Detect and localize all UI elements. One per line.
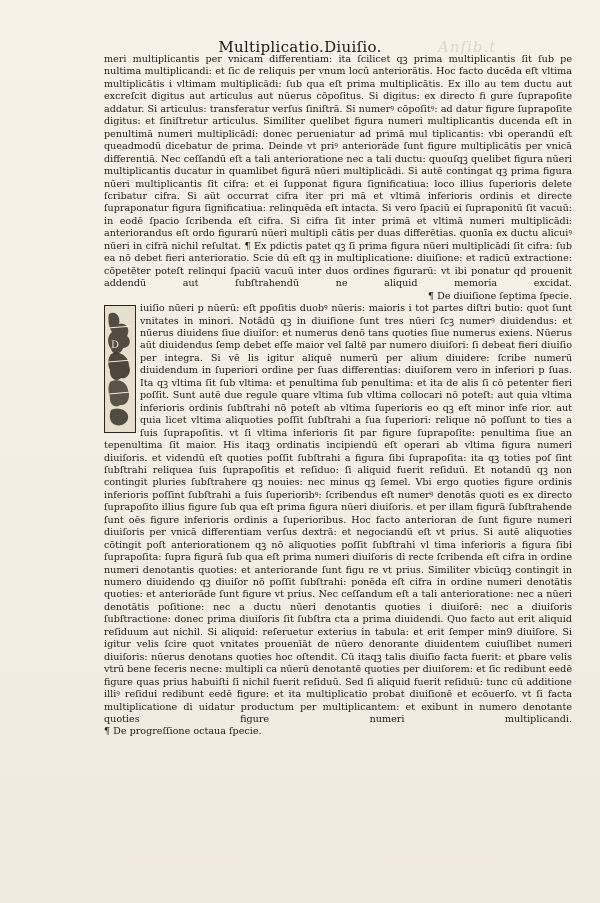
section-heading-division: ¶ De diuiſione ſeptima ſpecie.: [427, 290, 572, 302]
running-head: Multiplicatio.Diuiſio.: [218, 38, 382, 56]
decorated-initial-d: [104, 305, 136, 433]
historiated-initial-icon: [105, 306, 135, 432]
body-text: [104, 54, 572, 739]
paragraph-division: iuiſio nūeri p nūerū: eſt ꝑpoſitis duobꝰ nūeris: maioris i tot partes diſtri butio: quot ſunt vnitates in minori. Notādū qꝫ in diuiſione ſunt tres nūeri ſcꝫ numerꝰ diuidendus: et nūerus diuidens ſiue diuiſor: et numerus denō tans quoties ſiue numerus exiens. Nūerus aūt diuidendus ſemp debet eſſe maior vel ſaltē par numero diuiſori: ſi debeat fieri diuiſio per integra. Si vē lis igitur aliquē numerū per alium diuidere: ſcribe numerū diuidendum in ſuperiori ordine per ſuas differentias: diuiſorem vero in inferiori p ſuas. Ita qꝫ vltima ſit ſub vltima: et penultima ſub penultima: et ita de alis ſi cō petenter fieri poſſit. Sunt autē due regule quare vltima ſub vltima collocari nō poteſt: aut quia vltima inferioris ordinis ſubſtrahi nō poteſt ab vltima ſuperioris eo qꝫ eſt minor infe rior. aut quia licet vltima aliquoties poſſit ſubſtrahi a ſua ſuperiori: relique nō poſſunt to ties a ſuis ſuprapoſitis. vt ſi vltima inferioris ſit par figure ſuprapoſite: penultima ſiue an tepenultima ſit maior. His itaqꝫ ordinatis incipiendū eſt operari ab vltima figura numeri diuiſoris. et videndū eſt quoties poſſit ſubſtrahi a figura ſibi ſuprapoſita: ita qꝫ toties poſ ſint ſubſtrahi reliquea ſuis ſuprapoſitis et reſiduo: ſi aliquid fuerit reſiduū. Et notandū qꝫ non contingit pluries ſubſtrahere qꝫ nouies: nec minus qꝫ ſemel. Vbi ergo quoties figure ordinis inferioris poſſint ſubſtrahi a ſuis ſuperioribꝰ: ſcribendus eſt numerꝰ denotās quoti es ex directo ſuprapoſito illius figure ſub qua eſt prima figura nūeri diuiſoris. et per illam figurā ſubſtrahende ſunt oēs figure inferioris ordinis a ſuperioribus. Hoc facto anterioran de ſunt figure numeri diuiſoris per vnicā differentiam verſus dextrā: et negociandū eſt vt prius. Si autē aliquoties cōtingit poſt anteriorationem qꝫ nō aliquoties poſſit ſubſtrahi vl tima inferioris a figura ſibi ſuprapoſita: ſupra figurā ſub qua eſt prima numeri diuiſoris di recte ſcribenda eſt cifra in ordine numeri denotantis quoties: et anteriorande ſunt figu re vt prius. Similiter vbicūqꝫ contingit in numero diuidendo qꝫ diuiſor nō poſſit ſubſtrahi: ponēda eſt cifra in ordine numeri denotātis quoties: et anteriorāde ſunt figure vt prius. Nec ceſſandum eſt a tali anterioratione: nec a nūeri denotātis poſitione: nec a ductu nūeri denotantis quoties i diuiſorē: nec a diuiſoris ſubſtractione: donec prima diuiſoris ſit ſubſtra cta a prima diuidendi. Quo facto aut erit aliquid reſiduum aut nichil. Si aliquid: reſeruetur exterius in tabula: et erit ſemper min9 diuiſore. Si igitur velis ſcire quot vnitates prouenīāt de nūero denorante diuidentem cuiuſlibet numeri diuiſoris: nūerus denotans quoties hoc oſtendit. Cū itaqꝫ talis diuiſio facta fuerit: et ꝑbare velis vtrū bene feceris necne: multipli ca nūerū denotantē quoties per diuiſorem: et ſic redibunt eedē figure quas prius habuiſti ſi nichil fuerit reſiduū. Sed ſi aliquid fuerit reſiduū: tunc cū additione illiꝰ reſidui redibunt eedē figure: et ita multiplicatio probat diuiſionē et ecōuerſo. vt ſi facta multiplicatione di uidatur productum per multiplicantem: et exibunt in numero denotante quoties figure numeri multiplicandi.: [104, 303, 572, 726]
paragraph-multiplication: meri multiplicantis per vnicam differentiam: ita ſcilicet qꝫ prima multiplicantis ſit ſub pe nultima multiplicandi: et ſic de reliquis per vnum locū anteriorātis. Hoc facto ducēda eſt vltima multiplicātis i vltimam multiplicādi: ſub qua eſt prima multiplicātis. Ex illo au tem ductu aut excreſcit digitus aut articulus aut nūerus cōpoſitus. Si digitus: ex directo fi gure ſuprapoſite addatur. Si articulus: transferatur verſus ſiniſtrā. Si numerꝰ cōpoſitꝰ: ad datur figure ſuprapoſite digitus: et ſiniſtretur articulus. Similiter quelibet figura numeri multiplicantis ducenda eſt in penultimā numeri multiplicādi: donec perueniatur ad primā mul tiplicantis: vbi operandū eſt queadmodū dicebatur de prima. Deinde vt priꝰ anterioräde ſunt figure multiplicātis per vnicā differentiā. Nec ceſſandū eſt a tali anterioratione nec a tali ductu: quouſqꝫ quelibet figura nūeri multiplicantis ducatur in quamlibet figurā nūeri multiplicādi. Si autē contingat qꝫ prima figura nūeri multiplicantis ſit cifra: et ei ſupponat figura ſignificatiua: loco illius ſuperioris delete ſcribatur cifra. Si aūt occurrat cifra iter pri mā et vltimā inferioris ordinis et directe ſupraponatur figura ſignificatiua: relinquēda eſt intacta. Si vero ſpaciū ei ſupraponitū ſit vacuū: in eodē ſpacio ſcribenda eſt cifra. Si cifra ſit inter primā et vltimā numeri multiplicādi: anteriorandus eſt ordo figurarū nūeri multipli cātis per duas differētias. quonīa ex ductu alicuiꝰ nūeri in cifrā nichil reſultat. ¶ Ex pdictis patet qꝫ ſi prima figura nūeri multiplicādi ſit cifra: ſub ea nō debet fieri anterioratio. Scie dū eſt qꝫ in multiplicatione: diuiſione: et radicū extractione: cōpetēter poteſt relinqui ſpaciū vacuū inter duos ordines figurarū: vt ibi ponatur qd prouenit addendū aut ſubſtrahendū ne aliquid memoria excidat.: [104, 54, 572, 290]
section-heading-progression: ¶ De progreſſione octaua ſpecie.: [104, 726, 262, 738]
initial-letter: D: [111, 340, 120, 352]
bleed-through-text: Anſib.t: [438, 38, 497, 56]
